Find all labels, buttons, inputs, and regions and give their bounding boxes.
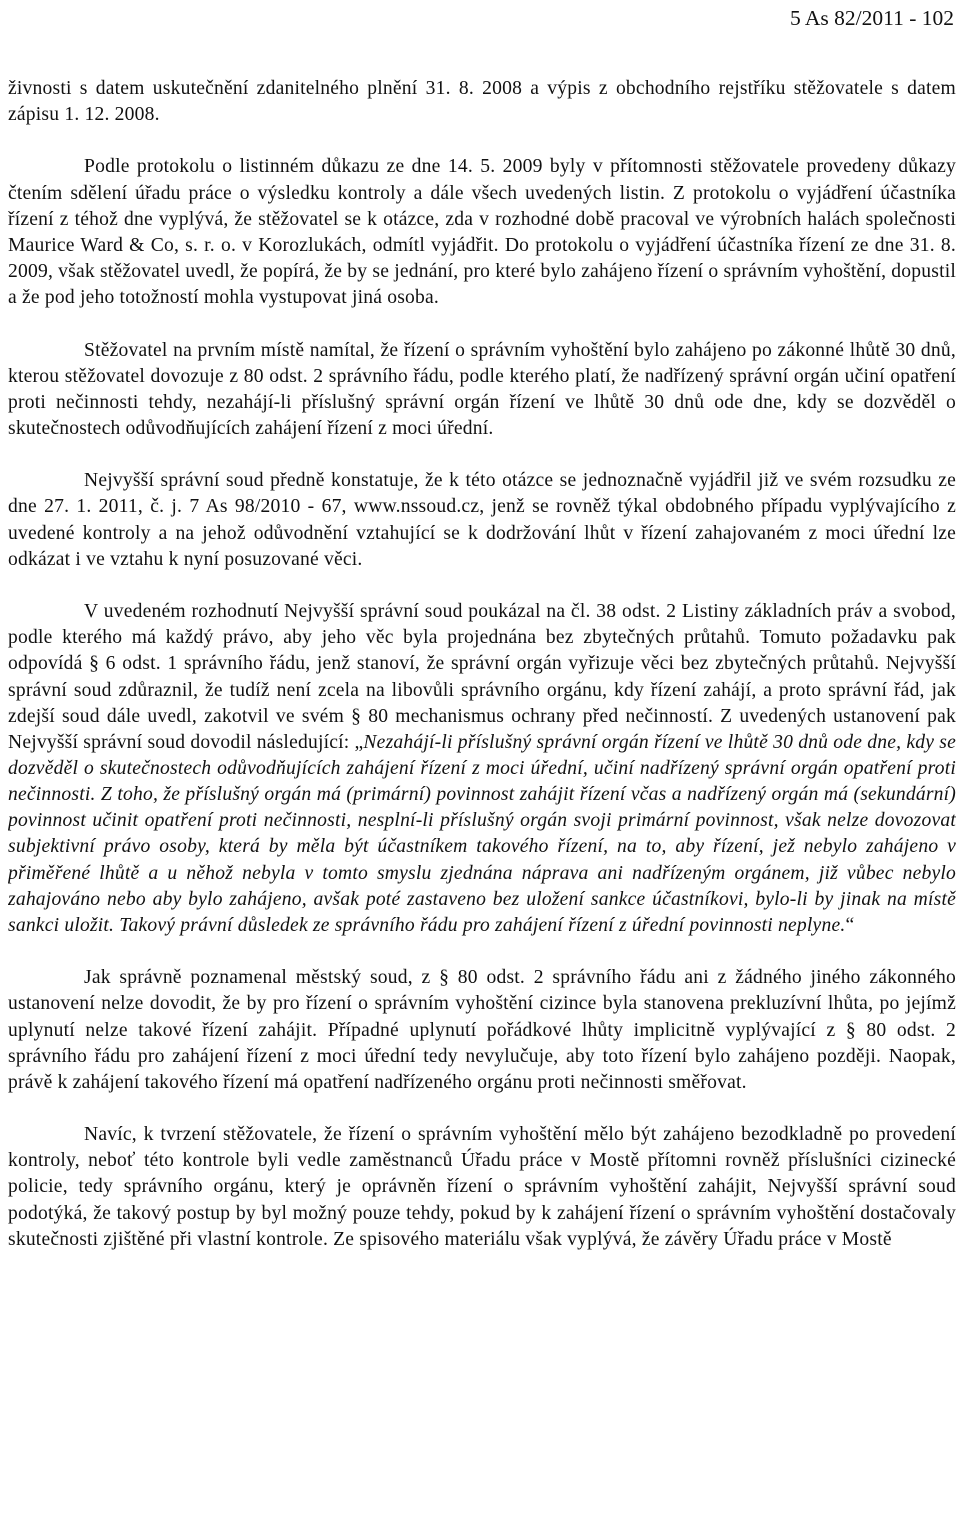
- paragraph-6: Jak správně poznamenal městský soud, z § 80 odst. 2 správního řádu ani z žádného jiného zákonného ustanovení nelze dovodit, že by pro řízení o správním vyhoštění cizince byla stanovena prekluzívní lhůta, po jejímž uplynutí nelze takové řízení zahájit. Případné uplynutí pořádkové lhůty implicitně vyplývající z § 80 odst. 2 správního řádu pro zahájení řízení z moci úřední tedy nevylučuje, aby toto řízení bylo zahájeno později. Naopak, právě k zahájení takového řízení má opatření nadřízeného orgánu proti nečinnosti směřovat.: [8, 967, 956, 1093]
- paragraph-2: Podle protokolu o listinném důkazu ze dne 14. 5. 2009 byly v přítomnosti stěžovatele provedeny důkazy čtením sdělení úřadu práce o výsledku kontroly a dále všech uvedených listin. Z protokolu o vyjádření účastníka řízení z téhož dne vyplývá, že stěžovatel se k otázce, zda v rozhodné době pracoval ve výrobních halách společnosti Maurice Ward & Co, s. r. o. v Korozlukách, odmítl vyjádřit. Do protokolu o vyjádření účastníka řízení ze dne 31. 8. 2009, však stěžovatel uvedl, že popírá, že by se jednání, pro které bylo zahájeno řízení o správním vyhoštění, dopustil a že pod jeho totožností mohla vystupovat jiná osoba.: [8, 156, 956, 309]
- paragraph-1: živnosti s datem uskutečnění zdanitelného plnění 31. 8. 2008 a výpis z obchodního rejstříku stěžovatele s datem zápisu 1. 12. 2008.: [8, 78, 956, 126]
- paragraph-4: Nejvyšší správní soud předně konstatuje, že k této otázce se jednoznačně vyjádřil již ve svém rozsudku ze dne 27. 1. 2011, č. j. 7 As 98/2010 - 67, www.nssoud.cz, jenž se rovněž týkal obdobného případu vyplývajícího z uvedené kontroly a na jehož odůvodnění vztahující se k dodržování lhůt v řízení zahajovaném z moci úřední lze odkázat i ve vztahu k nyní posuzované věci.: [8, 470, 956, 570]
- quoted-judgment-excerpt: Nezahájí-li příslušný správní orgán řízení ve lhůtě 30 dnů ode dne, kdy se dozvěděl o skutečnostech odůvodňujících zahájení řízení z moci úřední, učiní nadřízený správní orgán opatření proti nečinnosti. Z toho, že příslušný orgán má (primární) povinnost zahájit řízení včas a nadřízený orgán má (sekundární) povinnost učinit opatření proti nečinnosti, nesplní-li příslušný orgán svoji primární povinnost, však nelze dovozovat subjektivní právo osoby, která by měla být účastníkem takového řízení, na to, aby řízení, jež nebylo zahájeno v přiměřené lhůtě a u něhož nebyla v tomto smyslu zjednána náprava ani nadřízeným orgánem, již vůbec nebylo zahajováno nebo aby bylo zahájeno, avšak poté zastaveno bez uložení sankce účastníkovi, bylo-li by jinak na místě sankci uložit. Takový právní důsledek ze správního řádu pro zahájení řízení z úřední povinnosti neplyne.: [8, 731, 956, 936]
- document-body: [8, 76, 956, 1253]
- paragraph-3: Stěžovatel na prvním místě namítal, že řízení o správním vyhoštění bylo zahájeno po zákonné lhůtě 30 dnů, kterou stěžovatel dovozuje z 80 odst. 2 správního řádu, podle kterého platí, že nadřízený správní orgán učiní opatření proti nečinnosti tehdy, nezahájí-li příslušný správní orgán řízení ve lhůtě 30 dnů ode dne, kdy se dozvěděl o skutečnostech odůvodňujících zahájení řízení z moci úřední.: [8, 339, 956, 439]
- paragraph-5-text: V uvedeném rozhodnutí Nejvyšší správní soud poukázal na čl. 38 odst. 2 Listiny základních práv a svobod, podle kterého má každý právo, aby jeho věc byla projednána bez zbytečných průtahů. Tomuto požadavku pak odpovídá § 6 odst. 1 správního řádu, jenž stanoví, že správní orgán vyřizuje věci bez zbytečných průtahů. Nejvyšší správní soud zdůraznil, že tudíž není zcela na libovůli správního orgánu, kdy řízení zahájí, a proto správní řád, jak zdejší soud dále uvedl, zakotvil ve svém § 80 mechanismus ochrany před nečinností. Z uvedených ustanovení pak Nejvyšší správní soud dovodil následující: „: [8, 601, 956, 753]
- document-page: [8, 0, 956, 1540]
- case-number-header: 5 As 82/2011 - 102: [789, 6, 954, 30]
- paragraph-5: [8, 599, 956, 939]
- paragraph-7: Navíc, k tvrzení stěžovatele, že řízení o správním vyhoštění mělo být zahájeno bezodkladně po provedení kontroly, neboť této kontrole byli vedle zaměstnanců Úřadu práce v Mostě přítomni rovněž příslušníci cizinecké policie, tedy správního orgánu, který je oprávněn řízení o správním vyhoštění zahájit, Nejvyšší správní soud podotýká, že takový postup by byl možný pouze tehdy, pokud by k zahájení řízení o správním vyhoštění dostačovaly skutečnosti zjištěné při vlastní kontrole. Ze spisového materiálu však vyplývá, že závěry Úřadu práce v Mostě: [8, 1124, 956, 1250]
- closing-quote-mark: “: [845, 914, 855, 936]
